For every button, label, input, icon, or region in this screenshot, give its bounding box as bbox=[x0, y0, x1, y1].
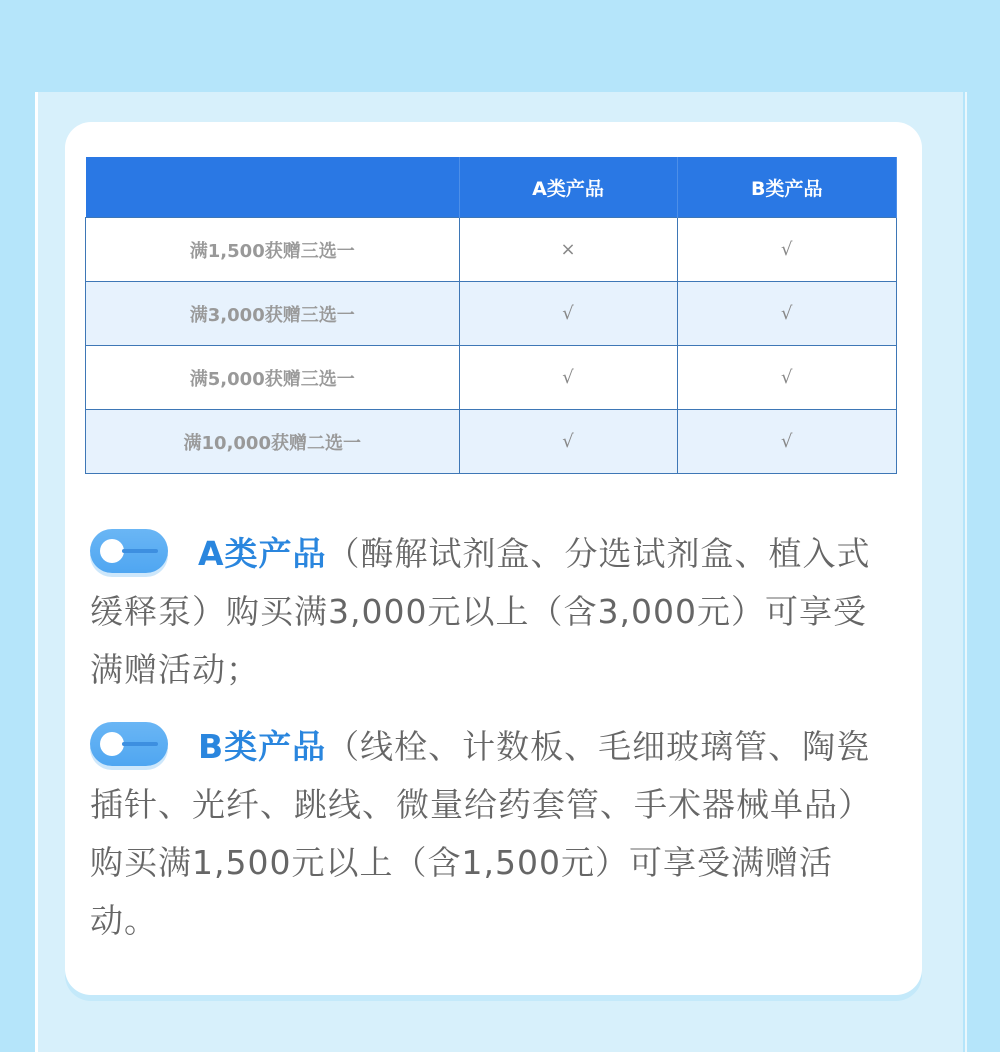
check-mark: √ bbox=[677, 282, 897, 346]
header-b: B类产品 bbox=[677, 157, 897, 218]
note-a bbox=[90, 525, 890, 699]
check-mark: √ bbox=[677, 410, 897, 474]
row-label: 满3,000获赠三选一 bbox=[86, 282, 460, 346]
note-b bbox=[90, 718, 890, 950]
check-mark: √ bbox=[459, 346, 677, 410]
table-row bbox=[86, 282, 897, 346]
note-a-body: （酶解试剂盒、分选试剂盒、植入式缓释泵）购买满3,000元以上（含3,000元）可享受满赠活动； bbox=[90, 534, 871, 689]
gift-table bbox=[85, 157, 897, 474]
row-label: 满1,500获赠三选一 bbox=[86, 218, 460, 282]
check-mark: √ bbox=[459, 410, 677, 474]
note-a-title: A类产品 bbox=[198, 534, 327, 573]
check-mark: √ bbox=[459, 282, 677, 346]
header-a: A类产品 bbox=[459, 157, 677, 218]
toggle-icon bbox=[90, 722, 168, 766]
note-b-title: B类产品 bbox=[198, 727, 327, 766]
note-b-body: （线栓、计数板、毛细玻璃管、陶瓷插针、光纤、跳线、微量给药套管、手术器械单品）购买满1,500元以上（含1,500元）可享受满赠活动。 bbox=[90, 727, 872, 940]
row-label: 满5,000获赠三选一 bbox=[86, 346, 460, 410]
check-mark: √ bbox=[677, 346, 897, 410]
table-row bbox=[86, 410, 897, 474]
toggle-icon bbox=[90, 529, 168, 573]
table-row bbox=[86, 346, 897, 410]
cross-mark: × bbox=[459, 218, 677, 282]
header-empty bbox=[86, 157, 460, 218]
row-label: 满10,000获赠二选一 bbox=[86, 410, 460, 474]
check-mark: √ bbox=[677, 218, 897, 282]
table-row bbox=[86, 218, 897, 282]
